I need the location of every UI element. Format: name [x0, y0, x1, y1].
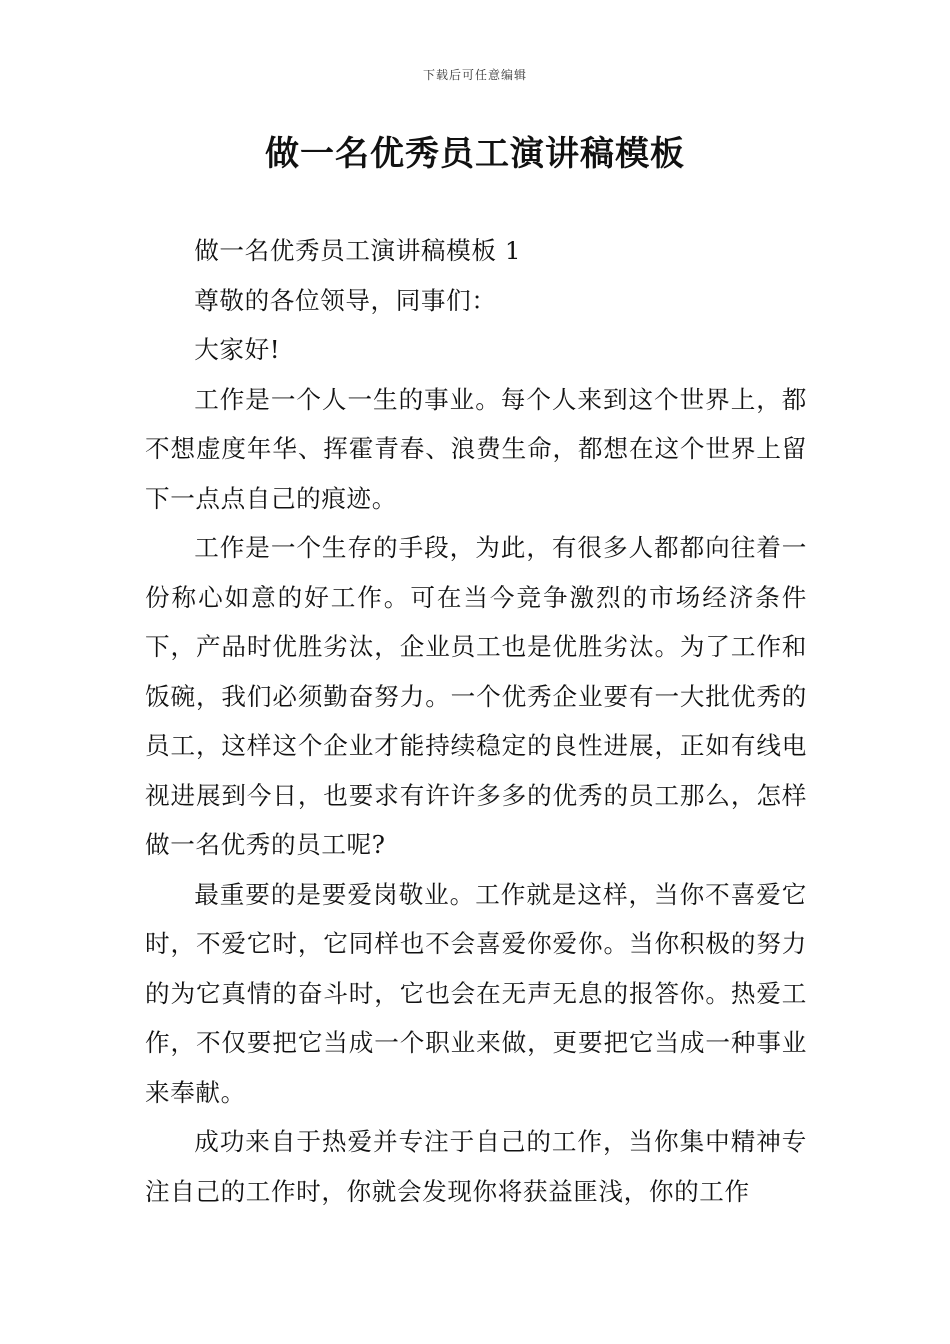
subtitle-paragraph: 做一名优秀员工演讲稿模板 1 [194, 236, 522, 265]
greeting-paragraph: 大家好! [194, 335, 281, 364]
header-note: 下载后可任意编辑 [422, 68, 527, 82]
document-body [145, 226, 807, 1216]
body-paragraph: 成功来自于热爱并专注于自己的工作，当你集中精神专注自己的工作时，你就会发现你将获益匪浅，你的工作 [145, 1127, 807, 1206]
body-paragraph: 工作是一个人一生的事业。每个人来到这个世界上，都不想虚度年华、挥霍青春、浪费生命，都想在这个世界上留下一点点自己的痕迹。 [145, 384, 807, 513]
document-title: 做一名优秀员工演讲稿模板 [265, 134, 685, 174]
body-paragraph: 工作是一个生存的手段，为此，有很多人都都向往着一份称心如意的好工作。可在当今竞争激烈的市场经济条件下，产品时优胜劣汰，企业员工也是优胜劣汰。为了工作和饭碗，我们必须勤奋努力。一个优秀企业要有一大批优秀的员工，这样这个企业才能持续稳定的良性进展，正如有线电视进展到今日，也要求有许许多多的优秀的员工那么，怎样做一名优秀的员工呢? [145, 533, 807, 859]
salutation-paragraph: 尊敬的各位领导，同事们： [194, 285, 497, 315]
body-paragraph: 最重要的是要爱岗敬业。工作就是这样，当你不喜爱它时，不爱它时，它同样也不会喜爱你爱你。当你积极的努力的为它真情的奋斗时，它也会在无声无息的报答你。热爱工作，不仅要把它当成一个职业来做，更要把它当成一种事业来奉献。 [145, 879, 807, 1107]
